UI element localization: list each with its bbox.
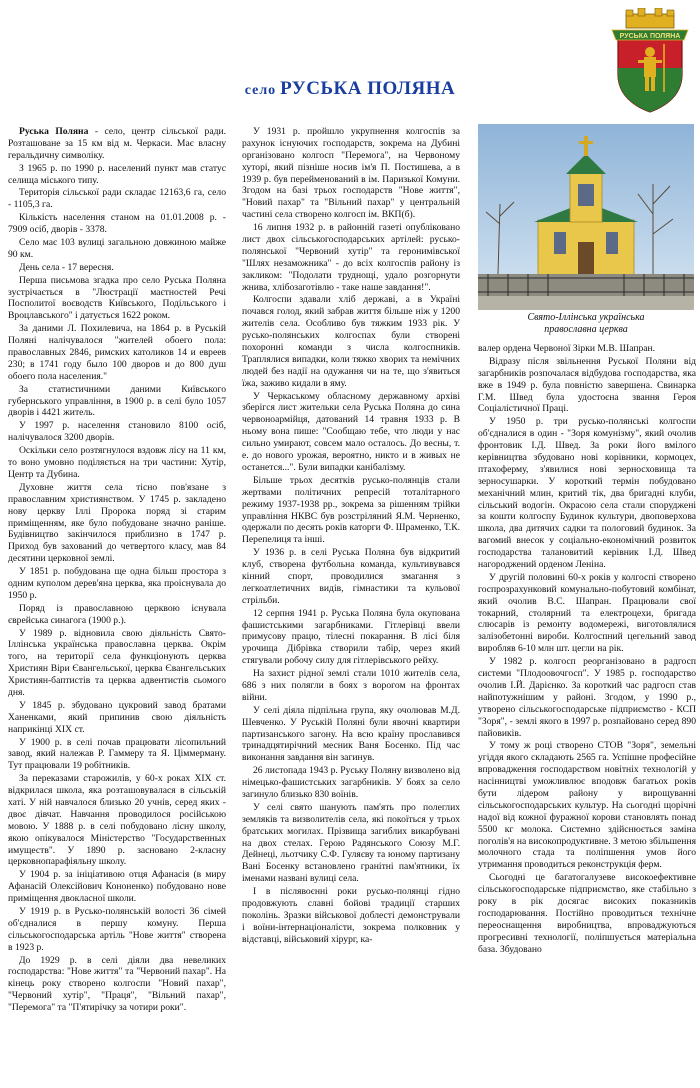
paragraph: За переказами старожилів, у 60-х роках XIX ст. відкрилася школа, яка розташовувалася в сільській хаті. У ній навчалося близько 20 учнів, серед яких - двоє дівчат. Навчання проводилося російською мовою. У 1888 р. в селі побудовано лісну школу, якою опікувалося Міністерство "Государственных имуществ". У 1890 р. засновано 2-класну церковнопарафіяльну школу. xyxy=(8,773,226,868)
paragraph: У тому ж році створено СТОВ "Зоря", земельні угіддя якого складають 2565 га. Успішне професійне впровадження господарством новітніх технологій у насінництві уможливлює вподовж багатьох років бути лідером району у вирощуванні сільськогосподарських культур. На сьогодні щорічні надої від кожної фуражної корови становлять понад 5500 кг молока. Системно здійснюється заміна поголів'я на високопродуктивне. З метою збільшення молочного стада та поліпшення умов його утримання проводиться реконструкція ферм. xyxy=(478,740,696,871)
paragraph: День села - 17 вересня. xyxy=(19,261,114,273)
paragraph: Поряд із православною церквою існувала єврейська синагога (1900 р.). xyxy=(8,602,226,626)
paragraph: За даними Л. Похилевича, на 1864 р. в Руській Поляні налічувалося "жителей обоего пола: православных 2846, римских католиков 14 и евреев 230; в 1741 году было 100 дворов и до 800 душ обоего пола населения." xyxy=(8,323,226,382)
title-prefix: село xyxy=(244,83,277,98)
paragraph: 12 серпня 1941 р. Руська Поляна була окупована фашистськими загарбниками. Гітлерівці ввели примусову працю, тілесні покарання. В лісі біля урочища Дібрівка створили табір, через який стягували робочу силу для гітлерівського рейху. xyxy=(242,607,460,667)
paragraph: Відразу після звільнення Руської Поляни від загарбників розпочалася відбудова господарства, яка вже в 1949 р. була повністю завершена. Свинарка Г.М. Швед була удостоєна звання Героя Соціалістичної Праці. xyxy=(478,355,696,415)
paragraph: У 1936 р. в селі Руська Поляна був відкритий клуб, створена футбольна команда, культивувався кінний спорт, проводилися змагання з легкоатлетичних видів, гімнастики та кульової стрільби. xyxy=(242,547,460,606)
paragraph: 16 липня 1932 р. в районній газеті опубліковано лист двох сільськогосподарських артілей: русько-полянської "Червоний хутір" та геронимівської "Шлях незаможника" - до всіх колгоспів району із закликом: "Подолати труднощі, удало розгорнути жнива, хлібозаготівлю - таке наше завдання!". xyxy=(242,222,460,293)
paragraph: Духовне життя села тісно пов'язане з православним християнством. У 1745 р. закладено нову церкву Іллі Пророка поряд зі старим приміщенням, яке було побудоване значно раніше. Будівництво закінчилося приблизно в 1747 р. Приход був захований до четвертого класу, мав 84 десятини церковної землі. xyxy=(8,481,226,565)
crown-icon xyxy=(626,8,674,28)
paragraph: До 1929 р. в селі діяли два невеликих господарства: "Нове життя" та "Червоний пахар". На кінець року створено колгоспи "Новий пахар", "Червоний хутір", "Праця", "Вільний пахар", "Перемога" та "П'ятирічку за чотири роки". xyxy=(8,954,226,1014)
paragraph: У 1982 р. колгосп реорганізовано в радгосп системи "Плодоовочгосп". У 1985 р. господарство очолив І.Й. Дарієнко. За короткий час радгосп став найпотужнішим у районі. Згодом, у 1990 р., утворено сільськогосподарське підприємство - КСП "Зоря", - землі якого в 1997 р. розпайовано серед 890 пайовиків. xyxy=(478,656,696,739)
paragraph: Село має 103 вулиці загальною довжиною майже 90 км. xyxy=(8,237,226,260)
article-column-2 xyxy=(242,126,460,947)
coat-of-arms-emblem xyxy=(604,8,696,116)
paragraph: У селі свято шанують пам'ять про полеглих земляків та визволителів села, які покоїться у трьох братських могилах. Прізвища загиблих викарбувані на двох стелах. Герою Радянського Союзу М.Г. Дейнеці, льотчику С.Ф. Гуляєву та юному партизану Вані Босенку встановлено гранітні пам'ятники, їх іменами названі вулиці села. xyxy=(242,801,460,885)
paragraph: На захист рідної землі стали 1010 жителів села, 686 з них полягли в боях з ворогом на фронтах війни. xyxy=(242,668,460,703)
paragraph: І в післявоєнні роки русько-полянці гідно продовжують славні бойові традиції старших поколінь. Зразки військової доблесті демонстрували і воїни-інтернаціоналісти, зокрема полковник у відставці, військовий хірург, ка- xyxy=(242,886,460,945)
article-column-3 xyxy=(478,343,696,956)
paragraph: У 1900 р. в селі почав працювати лісопильний завод, який належав Р. Гаммеру та Я. Ціммерману. Тут працювали 19 робітників. xyxy=(8,736,226,772)
paragraph: У 1851 р. побудована ще одна більш простора з одним куполом дерев'яна церква, яка проіснувала до 1950 р. xyxy=(8,566,226,601)
paragraph: У 1989 р. відновила свою діяльність Свято-Іллінська українська православна церква. Окрім того, на території села функціонують церква Християн Віри Євангельської, церква Євангельських Християн-баптистів та церква адвентистів сьомого дня. xyxy=(8,627,226,698)
paragraph: Більше трьох десятків русько-полянців стали жертвами політичних репресій тоталітарного режиму 1937-1938 рр., зокрема за рішенням трійки управління НКВС був розстріляний Я.М. Черненко, одержали по десять років каторги Ф. Шраменко, Т.К. Перепелиця та інші. xyxy=(242,474,460,546)
village-name-bold: Руська Поляна xyxy=(19,126,89,137)
paragraph: У 1845 р. збудовано цукровий завод братами Ханенками, який припинив свою діяльність наприкінці XIX ст. xyxy=(8,699,226,735)
paragraph: У 1931 р. пройшло укрупнення колгоспів за рахунок існуючих господарств, зокрема на Дубині організовано колгосп "Перемога", на Червоному хуторі, який пізніше носив ім'я П. Постишева, а в 1939 р. був перейменований в ім. Паризької Комуни. Згодом на базі трьох господарств "Нове життя", "Новий пахар" та "Вільний пахар" у центральній частині села створено колгосп ім. ВКП(б). xyxy=(242,126,460,221)
village-name: РУСЬКА ПОЛЯНА xyxy=(280,78,456,99)
paragraph: Перша письмова згадка про село Руська Поляна зустрічається в "Люстрації маєтностей Речі Посполитої воєводств Київського, Подільського і Вроцлавського" і датується 1622 роком. xyxy=(8,274,226,322)
paragraph: Оскільки село розтягнулося вздовж лісу на 11 км, то воно умовно поділяється на три частини: Хутір, Центр та Дубина. xyxy=(8,445,226,480)
paragraph: У 1919 р. в Русько-полянській волості 36 сімей об'єдналися в першу комуну. Перша сільськогосподарська артіль "Нове життя" створена в 1923 р. xyxy=(8,906,226,953)
paragraph: У другій половині 60-х років у колгоспі створено госпрозрахунковий комунально-побутовий комбінат, який очолив В.С. Шапран. Працювали свої токарний, столярний та електроцехи, бригада слюсарів із ремонту водомережі, виготовлялися залізобетонні вироби. Колгоспний цегельний завод виробляв 6-10 млн шт. цегли на рік. xyxy=(478,571,696,655)
paragraph: За статистичними даними Київського губернського управління, в 1900 р. в селі було 1057 дворів і 4421 житель. xyxy=(8,383,226,419)
paragraph: У селі діяла підпільна група, яку очолював М.Д. Шевченко. У Руській Поляні були явочні квартири партизанського загону. На всю країну прославився тринадцятирічний месник Ваня Босенко. Під час виконання завдання він загинув. xyxy=(242,704,460,764)
church-photo xyxy=(478,124,694,310)
paragraph: 26 листопада 1943 р. Руську Поляну визволено від німецько-фашистських загарбників. У боях за село загинуло близько 830 воїнів. xyxy=(242,765,460,800)
paragraph: Сьогодні це багатогалузеве високоефективне сільськогосподарське підприємство, яке стабільно з року в рік досягає високих показників господарювання. Постійно проводиться технічне переоснащення виробництва, впроваджуються прогресивні технології, поліпшується матеріальна база. Збудовано xyxy=(478,872,696,955)
page-title xyxy=(0,78,700,100)
paragraph: З 1965 р. по 1990 р. населений пункт мав статус селища міського типу. xyxy=(8,162,226,186)
paragraph: У Черкаському обласному державному архіві зберігся лист жительки села Руська Поляна до сина червоноармійця, датований 14 травня 1933 р. В ньому вона пише: "Сообщаю тебе, что люди у нас сильно умирают, совсем мало осталось. До весны, т. е. до нового урожая, вероятно, никто и в живых не останется...". Були випадки канібалізму. xyxy=(242,390,460,473)
paragraph: Територія сільської ради складає 12163,6 га, село - 1105,3 га. xyxy=(8,187,226,211)
paragraph: У 1997 р. населення становило 8100 осіб, налічувалося 3200 дворів. xyxy=(8,420,226,444)
paragraph: Руська Поляна - село, центр сільської ради. Розташоване за 15 км від м. Черкаси. Має власну геральдичну символіку. xyxy=(8,126,226,161)
paragraph: У 1904 р. за ініціативою отця Афанасія (в миру Афанасій Олексійович Кононенко) побудовано нове приміщення двокласної школи. xyxy=(8,869,226,905)
paragraph: Колгоспи здавали хліб державі, а в Україні почався голод, який забрав життя більше ніж у 1200 жителів села. Особливо був тяжким 1933 рік. У русько-полянських колгоспах були створені похоронні команди з числа колгоспників. Траплялися випадки, коли тяжко хворих та немічних людей без надії на одужання чи на те, що з'явиться їжа, заживо кидали в яму. xyxy=(242,294,460,389)
photo-caption: Свято-Іллінська українська православна церква xyxy=(527,312,645,335)
paragraph: У 1950 р. три русько-полянські колгоспи об'єдналися в один - "Зоря комунізму", який очолив фронтовик І.Д. Швед. За роки його вмілого керівництва збудовано нові корівники, кормоцех, птахоферму, з'явилися нові зерносховища та зерносушарки. У короткий термін побудовано механічний млин, критий тік, два бригадні клуби, сільський водогін. Окрасою села стали споруджені за кошти колгоспу Будинок культури, двоповерхова школа, два дитячих садки та пологовий будинок. За вагомий внесок у соціально-економічний розвиток господарства талановитий керівник І.Д. Швед нагороджений орденом Леніна. xyxy=(478,416,696,571)
emblem-ribbon-text: РУСЬКА ПОЛЯНА xyxy=(619,33,681,40)
article-column-1 xyxy=(8,126,226,1015)
paragraph: Кількість населення станом на 01.01.2008 р. - 7909 осіб, дворів - 3378. xyxy=(8,212,226,236)
paragraph: валер ордена Червоної Зірки М.В. Шапран. xyxy=(478,343,656,354)
